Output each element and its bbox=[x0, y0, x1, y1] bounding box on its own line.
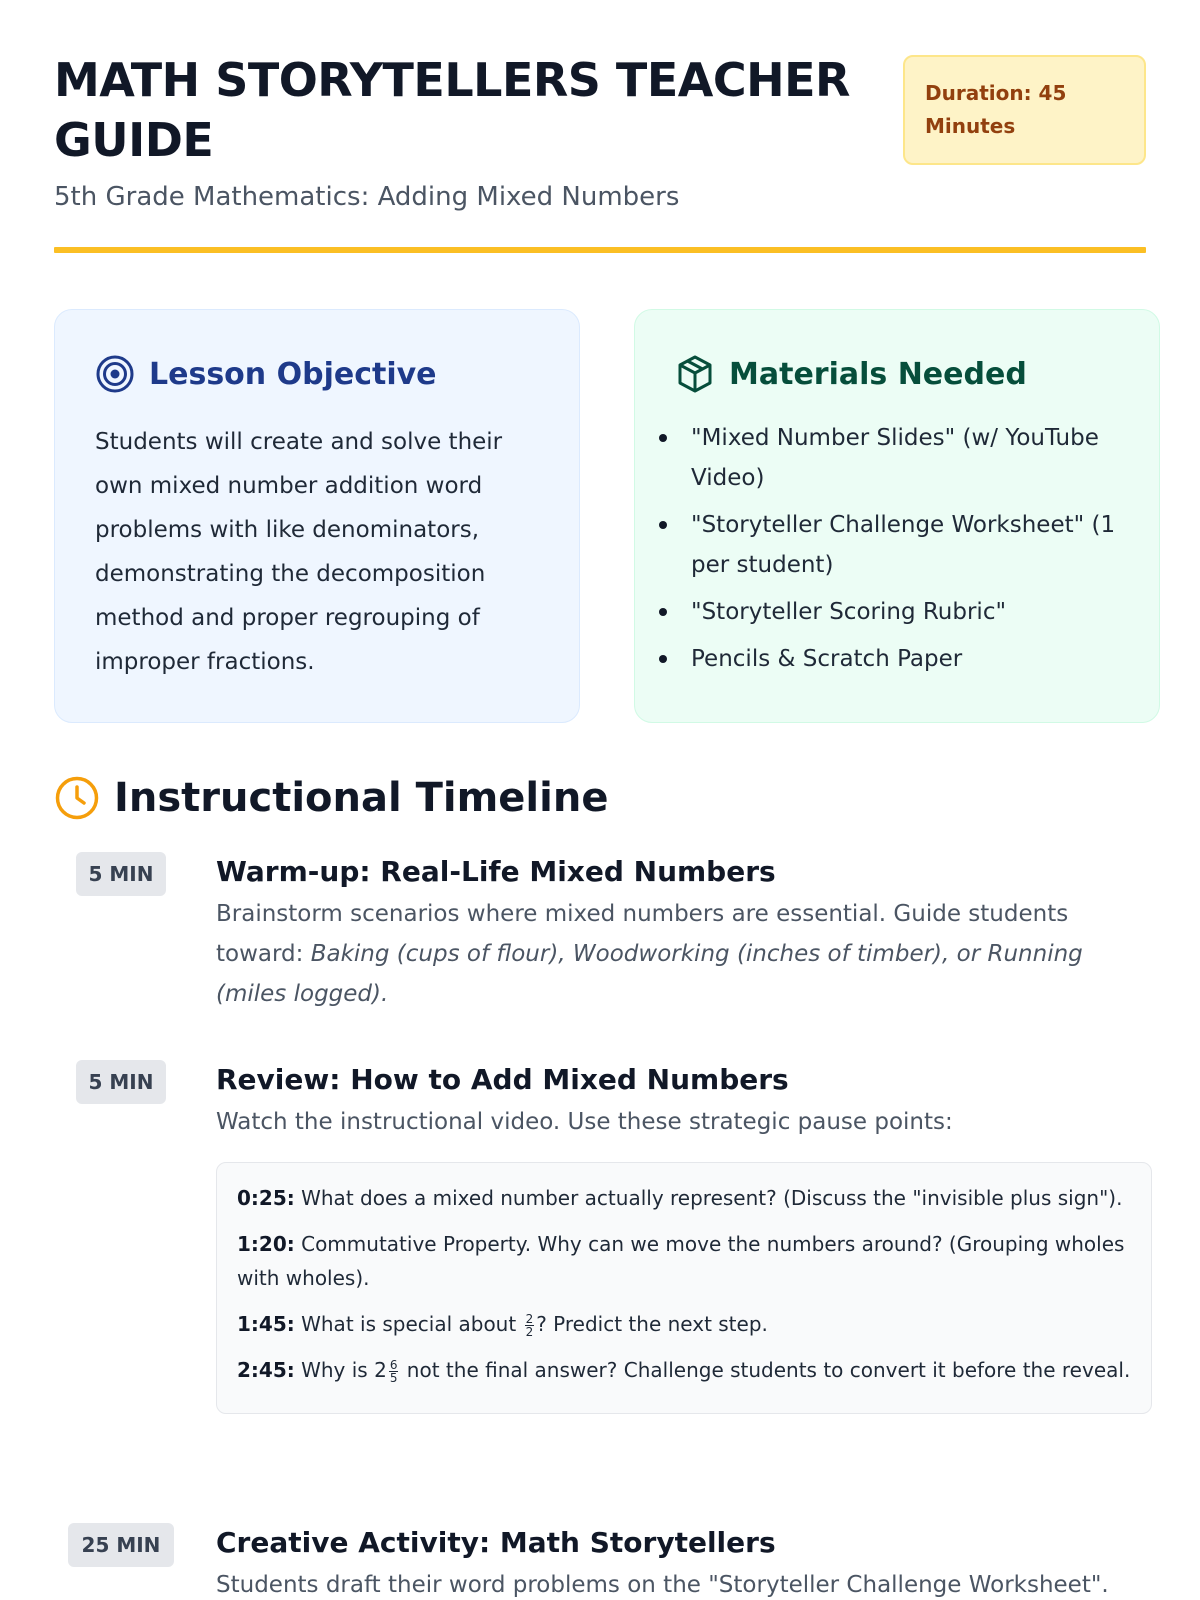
pause-point: 2:45: Why is 2 $\frac{6}{5}$ not the final answer? Challenge students to convert it before the reveal. bbox=[237, 1358, 1131, 1385]
pause-point: 1:45: What is special about $\frac{2}{2}$ ? Predict the next step. bbox=[237, 1312, 768, 1339]
fraction: $\frac{2}{2}$ bbox=[525, 1312, 534, 1339]
materials-heading: Materials Needed bbox=[729, 356, 1027, 392]
list-item: "Mixed Number Slides" (w/ YouTube Video) bbox=[655, 418, 1119, 498]
fraction: $\frac{6}{5}$ bbox=[389, 1358, 398, 1385]
pause-point: 1:20: Commutative Property. Why can we move the numbers around? (Grouping wholes with wholes). bbox=[237, 1232, 1125, 1290]
package-icon bbox=[675, 354, 715, 394]
lesson-objective-text: Students will create and solve their own mixed number addition word problems with like denominators, demonstrating the decomposition method and proper regrouping of improper fractions. bbox=[95, 429, 503, 675]
step-title: Review: How to Add Mixed Numbers bbox=[216, 1063, 789, 1096]
duration-badge: 5 MIN bbox=[76, 1060, 166, 1104]
header-divider bbox=[54, 247, 1146, 253]
pause-points-box bbox=[216, 1162, 1152, 1414]
step-description: Brainstorm scenarios where mixed numbers are essential. Guide students toward: Baking (cups of flour), Woodworking (inches of timber), or Running (miles logged). bbox=[216, 901, 1083, 1007]
timeline-heading: Instructional Timeline bbox=[114, 775, 609, 821]
pause-point: 0:25: What does a mixed number actually represent? (Discuss the "invisible plus sign"). bbox=[237, 1186, 1123, 1210]
list-item: Pencils & Scratch Paper bbox=[655, 639, 1119, 679]
target-icon bbox=[95, 354, 135, 394]
lesson-objective-heading: Lesson Objective bbox=[149, 356, 437, 392]
clock-icon bbox=[54, 775, 100, 821]
materials-card bbox=[634, 309, 1160, 723]
list-item: "Storyteller Scoring Rubric" bbox=[655, 592, 1119, 632]
duration-badge: 25 MIN bbox=[68, 1523, 174, 1567]
lesson-objective-card bbox=[54, 309, 580, 723]
step-description: Students draft their word problems on the "Storyteller Challenge Worksheet". bbox=[216, 1572, 1109, 1598]
materials-heading-row bbox=[675, 354, 1119, 394]
duration-badge: Duration: 45 Minutes bbox=[903, 55, 1146, 165]
page-header bbox=[54, 50, 1146, 212]
step-title: Warm-up: Real-Life Mixed Numbers bbox=[216, 855, 776, 888]
list-item: "Storyteller Challenge Worksheet" (1 per student) bbox=[655, 505, 1119, 585]
step-title: Creative Activity: Math Storytellers bbox=[216, 1526, 776, 1559]
duration-badge: 5 MIN bbox=[76, 852, 166, 896]
page-subtitle: 5th Grade Mathematics: Adding Mixed Numbers bbox=[54, 182, 680, 212]
timeline-heading-row bbox=[54, 775, 608, 821]
step-examples: Baking (cups of flour), Woodworking (inches of timber), or Running (miles logged). bbox=[216, 941, 1083, 1007]
page-title: MATH STORYTELLERS TEACHER GUIDE bbox=[54, 53, 850, 167]
step-description: Watch the instructional video. Use these strategic pause points: bbox=[216, 1109, 953, 1135]
lesson-objective-heading-row bbox=[95, 354, 539, 394]
materials-list bbox=[655, 418, 1119, 679]
